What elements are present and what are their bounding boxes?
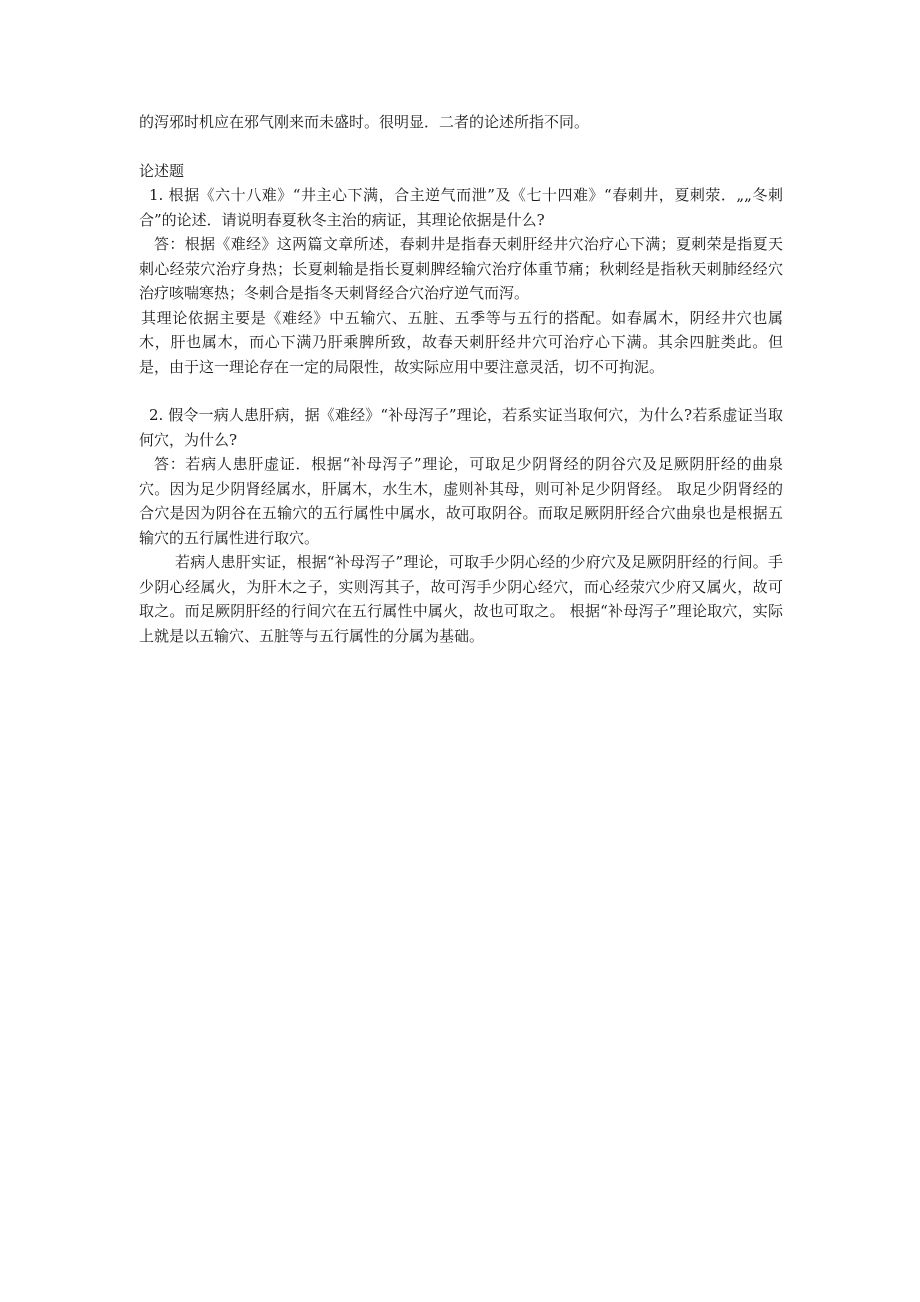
intro-paragraph: 的泻邪时机应在邪气刚来而未盛时。很明显．二者的论述所指不同。: [139, 113, 590, 131]
answer-1: 答：根据《难经》这两篇文章所述，春刺井是指春天刺肝经井穴治疗心下满；夏刺荣是指夏天刺心经荥穴治疗身热；长夏刺输是指长夏刺脾经输穴治疗体重节痛；秋刺经是指秋天刺肺经经穴治疗咳喘寒热；冬刺合是指冬天刺肾经合穴治疗逆气而泻。: [139, 235, 783, 302]
answer-2-excess: 若病人患肝实证，根据“补母泻子”理论，可取手少阴心经的少府穴及足厥阴肝经的行间。手少阴心经属火，为肝木之子，实则泻其子，故可泻手少阴心经穴，而心经荥穴少府又属火，故可取之。而足厥阴肝经的行间穴在五行属性中属火，故也可取之。 根据“补母泻子”理论取穴，实际上就是以五输穴、五脏等与五行属性的分属为基础。: [139, 553, 783, 645]
document-body: [139, 110, 783, 648]
section-title: 论述题: [139, 161, 185, 180]
answer-2-deficiency: 答：若病人患肝虚证．根据“补母泻子”理论，可取足少阴肾经的阴谷穴及足厥阴肝经的曲泉穴。因为足少阴肾经属水，肝属木，水生木，虚则补其母，则可补足少阴肾经。 取足少阴肾经的合穴是因为阴谷在五输穴的五行属性中属水，故可取阴谷。而取足厥阴肝经合穴曲泉也是根据五输穴的五行属性进行取穴。: [139, 455, 783, 547]
question-2: 2. 假令一病人患肝病，据《难经》“补母泻子”理论，若系实证当取何穴，为什么?若系虚证当取何穴，为什么?: [139, 406, 783, 449]
question-1: 1. 根据《六十八难》“井主心下满，合主逆气而泄”及《七十四难》“春刺井，夏刺荥．„„冬刺合”的论述．请说明春夏秋冬主治的病证，其理论依据是什么?: [139, 186, 783, 229]
answer-1-theory: 其理论依据主要是《难经》中五输穴、五脏、五季等与五行的搭配。如春属木，阴经井穴也属木，肝也属木，而心下满乃肝乘脾所致，故春天刺肝经井穴可治疗心下满。其余四脏类此。但是，由于这一理论存在一定的局限性，故实际应用中要注意灵活，切不可拘泥。: [139, 308, 783, 376]
